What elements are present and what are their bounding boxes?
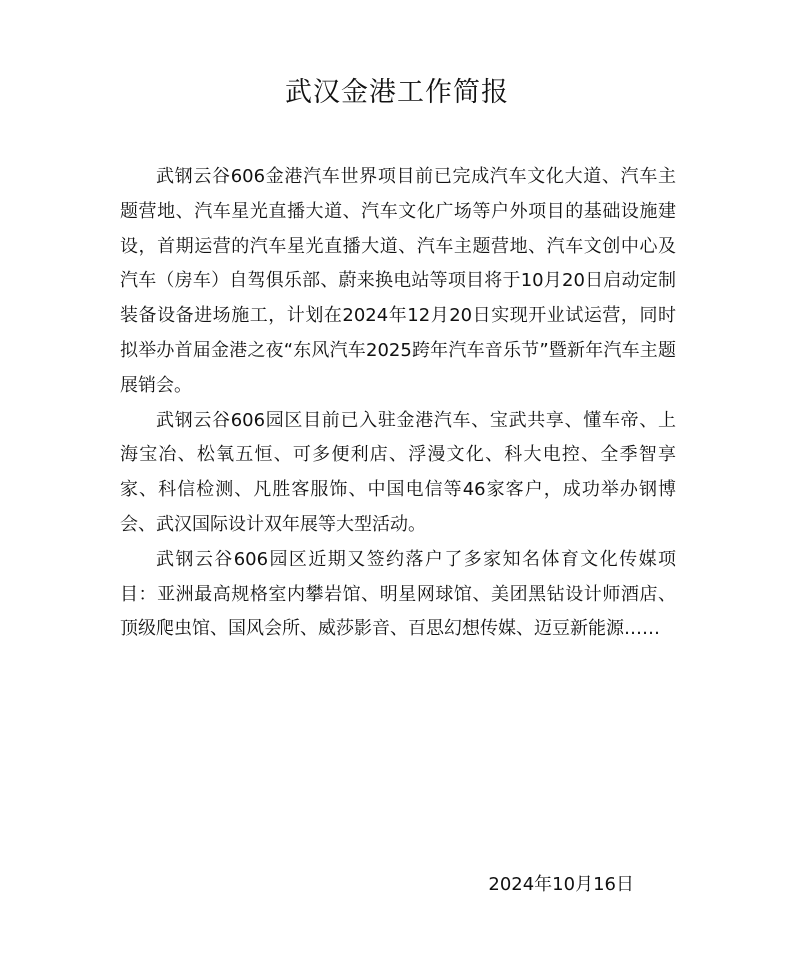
paragraph-project-progress: 武钢云谷606金港汽车世界项目前已完成汽车文化大道、汽车主题营地、汽车星光直播大道、汽车文化广场等户外项目的基础设施建设，首期运营的汽车星光直播大道、汽车主题营地、汽车文创中心及汽车（房车）自驾俱乐部、蔚来换电站等项目将于10月20日启动定制装备设备进场施工，计划在2024年12月20日实现开业试运营，同时拟举办首届金港之夜“东风汽车2025跨年汽车音乐节”暨新年汽车主题展销会。 (120, 166, 676, 396)
document-title: 武汉金港工作简报 (285, 77, 509, 108)
document-body (120, 160, 676, 647)
paragraph-new-signings: 武钢云谷606园区近期又签约落户了多家知名体育文化传媒项目：亚洲最高规格室内攀岩馆、明星网球馆、美团黑钻设计师酒店、顶级爬虫馆、国风会所、威莎影音、百思幻想传媒、迈豆新能源…… (120, 548, 676, 640)
document-date: 2024年10月16日 (488, 874, 634, 895)
paragraph-park-tenants: 武钢云谷606园区目前已入驻金港汽车、宝武共享、懂车帝、上海宝冶、松氧五恒、可多便利店、浮漫文化、科大电控、全季智享家、科信检测、凡胜客服饰、中国电信等46家客户，成功举办钢博会、武汉国际设计双年展等大型活动。 (120, 409, 676, 535)
